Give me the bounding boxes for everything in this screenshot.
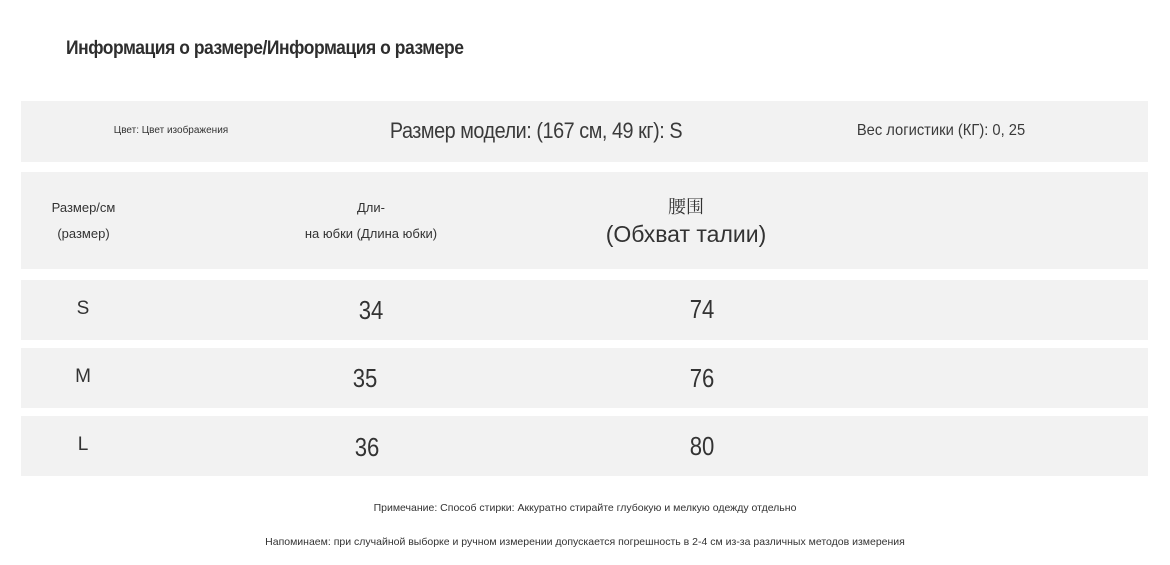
measurement-note: Напоминаем: при случайной выборке и ручном измерении допускается погрешность в 2-4 см из-за различных методов измерения (265, 536, 905, 548)
logistics-weight-info: Вес логистики (КГ): 0, 25 (856, 122, 1026, 139)
header-length-line1: Дли- (357, 200, 385, 215)
header-size-line2: (размер) (57, 226, 110, 241)
page-title: Информация о размере/Информация о размере (66, 38, 464, 59)
row-waist: 74 (689, 294, 715, 324)
table-row (21, 280, 1148, 340)
row-size: M (75, 366, 91, 387)
model-size-info: Размер модели: (167 см, 49 кг): S (389, 118, 683, 143)
header-length (281, 195, 461, 247)
header-size-line1: Размер/см (51, 200, 116, 215)
header-waist-line1: 腰围 (668, 197, 704, 217)
header-waist (581, 194, 791, 248)
washing-note: Примечание: Способ стирки: Аккуратно стирайте глубокую и мелкую одежду отдельно (373, 502, 797, 514)
row-length: 34 (358, 295, 384, 325)
row-length: 35 (352, 363, 378, 393)
row-length: 36 (354, 432, 380, 462)
table-header (21, 172, 1148, 269)
row-size: S (76, 298, 90, 319)
header-length-line2: на юбки (Длина юбки) (304, 226, 438, 241)
row-waist: 76 (689, 363, 715, 393)
row-size: L (77, 434, 89, 455)
color-info: Цвет: Цвет изображения (113, 125, 229, 136)
row-waist: 80 (689, 431, 715, 461)
header-waist-line2: (Обхват талии) (605, 221, 767, 247)
table-row (21, 348, 1148, 408)
table-row (21, 416, 1148, 476)
header-size (21, 195, 146, 247)
info-band (21, 101, 1148, 162)
